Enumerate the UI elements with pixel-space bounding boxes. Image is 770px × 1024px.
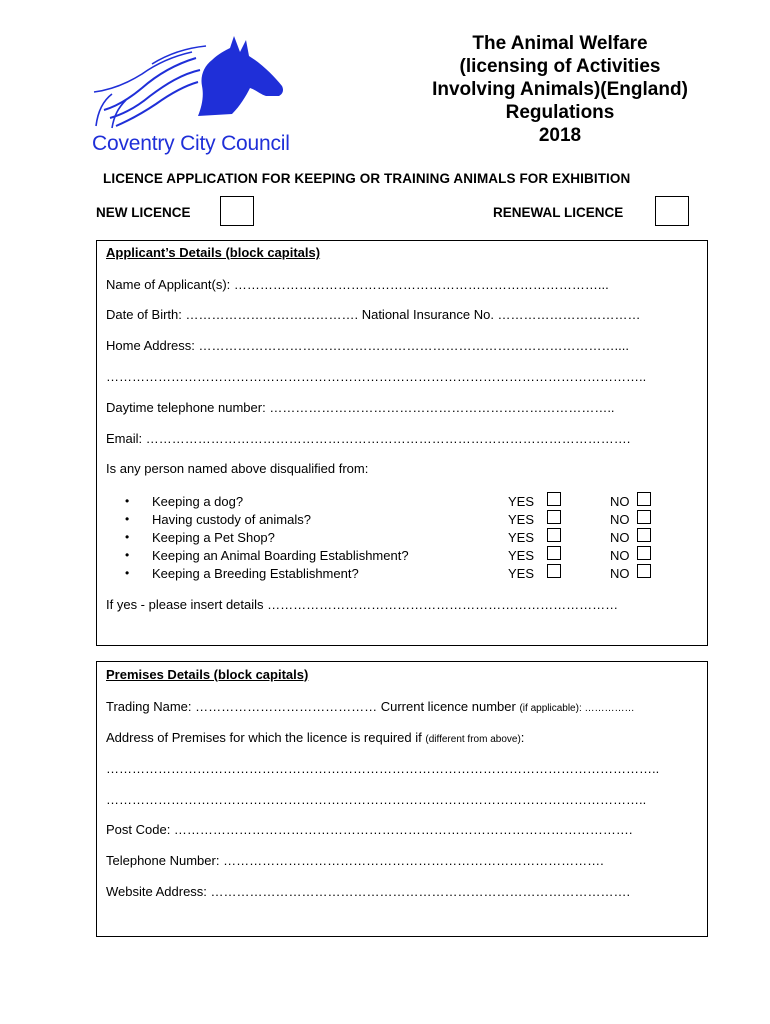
title-line: Regulations <box>505 102 615 123</box>
yes-checkbox[interactable] <box>547 492 561 506</box>
new-licence-checkbox[interactable] <box>220 196 254 226</box>
document-title <box>410 32 710 147</box>
applicant-section-title: Applicant’s Details (block capitals) <box>106 245 321 260</box>
renewal-licence-checkbox[interactable] <box>655 196 689 226</box>
renewal-licence-label: RENEWAL LICENCE <box>493 205 624 220</box>
title-line: The Animal Welfare <box>472 33 648 54</box>
no-label: NO <box>610 548 630 563</box>
bullet: • <box>125 512 130 526</box>
form-subtitle: LICENCE APPLICATION FOR KEEPING OR TRAINING ANIMALS FOR EXHIBITION <box>103 171 631 186</box>
no-label: NO <box>610 512 630 527</box>
title-line: 2018 <box>538 125 582 146</box>
yes-checkbox[interactable] <box>547 528 561 542</box>
disqualified-question: Is any person named above disqualified from: <box>106 461 369 476</box>
address-question-text: Address of Premises for which the licence is required if <box>106 730 422 745</box>
yes-label: YES <box>508 512 535 527</box>
different-from-above-note: (different from above) <box>425 734 521 745</box>
website-address-field[interactable]: Website Address: ……………………………………………………………………………………. <box>106 884 631 899</box>
no-label: NO <box>610 494 630 509</box>
dob-ni-field[interactable]: Date of Birth: …………………………………. National Insurance No. …………………………… <box>106 307 641 322</box>
new-licence-label: NEW LICENCE <box>96 205 191 220</box>
if-applicable-note: (if applicable): …………… <box>519 703 635 714</box>
title-line: Involving Animals)(England) <box>432 79 688 100</box>
premises-details-section <box>96 661 708 937</box>
council-logo <box>86 30 316 160</box>
home-address-line-2[interactable]: …………………………………………………………………………………………………………….. <box>106 369 647 384</box>
no-checkbox[interactable] <box>637 564 651 578</box>
bullet: • <box>125 566 130 580</box>
post-code-field[interactable]: Post Code: ……………………………………………………………………………………………. <box>106 822 633 837</box>
applicant-name-field[interactable]: Name of Applicant(s): …………………………………………………………………………... <box>106 277 609 292</box>
email-field[interactable]: Email: …………………………………………………………………………………………………. <box>106 431 631 446</box>
daytime-phone-field[interactable]: Daytime telephone number: …………………………………………………………………….. <box>106 400 615 415</box>
no-checkbox[interactable] <box>637 546 651 560</box>
trading-name-field[interactable] <box>106 699 635 714</box>
yes-label: YES <box>508 530 535 545</box>
logo-text: Coventry City Council <box>92 132 290 155</box>
no-checkbox[interactable] <box>637 528 651 542</box>
no-checkbox[interactable] <box>637 492 651 506</box>
yes-checkbox[interactable] <box>547 510 561 524</box>
premises-address-line-2[interactable]: …………………………………………………………………………………………………………….. <box>106 792 647 807</box>
premises-section-title: Premises Details (block capitals) <box>106 667 309 682</box>
yes-checkbox[interactable] <box>547 546 561 560</box>
no-label: NO <box>610 530 630 545</box>
yes-checkbox[interactable] <box>547 564 561 578</box>
bullet: • <box>125 494 130 508</box>
yes-label: YES <box>508 566 535 581</box>
disqualification-details-field[interactable]: If yes - please insert details ……………………………………………………………………… <box>106 597 619 612</box>
no-label: NO <box>610 566 630 581</box>
trading-name-text: Trading Name: …………………………………… Current licence number <box>106 699 516 714</box>
premises-address-question <box>106 730 524 745</box>
telephone-number-field[interactable]: Telephone Number: ……………………………………………………………………………. <box>106 853 604 868</box>
bullet: • <box>125 530 130 544</box>
title-line: (licensing of Activities <box>459 56 661 77</box>
horse-head-icon <box>86 30 316 130</box>
home-address-field[interactable]: Home Address: …………………………………………………………………………………….... <box>106 338 629 353</box>
address-question-colon: : <box>520 730 525 745</box>
yes-label: YES <box>508 548 535 563</box>
bullet: • <box>125 548 130 562</box>
yes-label: YES <box>508 494 535 509</box>
premises-address-line-1[interactable]: ……………………………………………………………………………………………………………….. <box>106 761 660 776</box>
no-checkbox[interactable] <box>637 510 651 524</box>
applicant-details-section: Applicant’s Details (block capitals) Name of Applicant(s): …………………………………………………………………………... Date of Birth: …………………………………. National Insurance No. …………………………… Home Address: …………………………………………………………………………………….... …………………………………………………………………………………………………………….. Daytime telephone number: …………………………………………………………………….. Email: …………………………………………………………………………………………………. Is any person named above disqualified from: • Keeping a dog? • Having custody of animals? • Keeping a Pet Shop? • Keeping an Animal Boarding Establishment? • Keeping a Breeding Establishment? YES NO YES NO YES NO YES NO YES NO If yes - please insert details ……………………………………………………………………… <box>96 240 708 646</box>
